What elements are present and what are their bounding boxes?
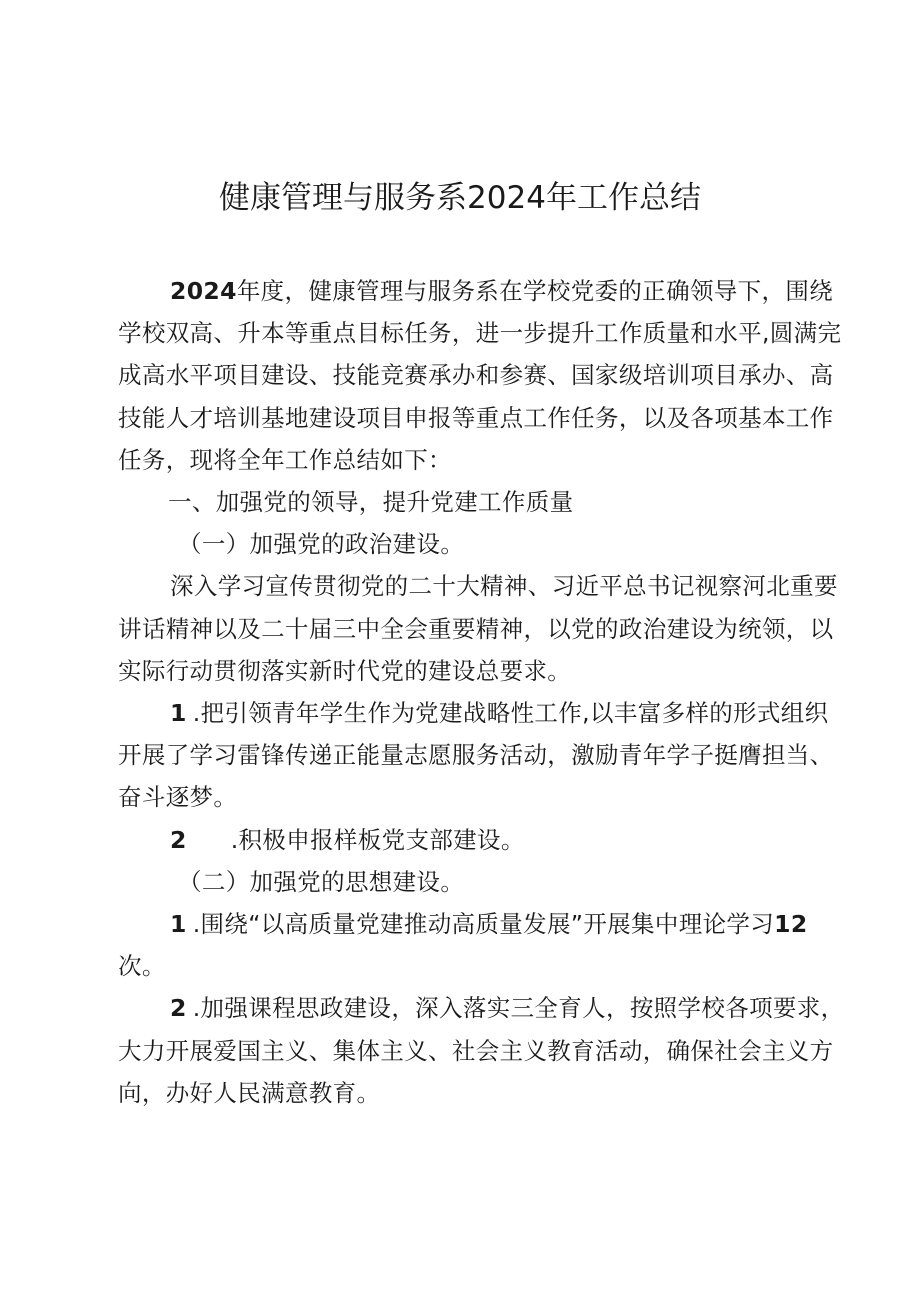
sub2-item-1-number: 1 — [170, 910, 187, 939]
subsection-2-heading — [118, 861, 818, 903]
sub2-item-1 — [118, 903, 818, 987]
document-body — [118, 270, 845, 1114]
section-1-heading-text: 一、加强党的领导，提升党建工作质量 — [168, 488, 574, 517]
subsection-1-paragraph — [118, 565, 838, 692]
sub2-item-1-text-a: .围绕“以高质量党建推动高质量发展”开展集中理论学习 — [192, 910, 775, 939]
sub1-item-1-line-1: .把引领青年学生作为党建战略性工作,以丰富多样的形式组织 — [192, 699, 829, 728]
intro-year: 2024 — [170, 277, 237, 305]
sub1-item-1-line-2: 开展了学习雷锋传递正能量志愿服务活动，激励青年学子挺膺担当、 — [118, 741, 834, 770]
subsection-1-heading — [118, 523, 818, 565]
subsection-2-heading-text: （二）加强党的思想建设。 — [178, 867, 465, 896]
intro-line-3: 成高水平项目建设、技能竞赛承办和参赛、国家级培训项目承办、高 — [118, 361, 834, 390]
sub1-para-line-2: 讲话精神以及二十届三中全会重要精神，以党的政治建设为统领，以 — [118, 614, 834, 643]
sub2-item-2-line-1: .加强课程思政建设，深入落实三全育人，按照学校各项要求， — [192, 994, 845, 1023]
sub1-para-line-1: 深入学习宣传贯彻党的二十大精神、习近平总书记视察河北重要 — [170, 572, 838, 601]
intro-line-4: 技能人才培训基地建设项目申报等重点工作任务，以及各项基本工作 — [118, 403, 834, 432]
sub2-item-2-line-2: 大力开展爱国主义、集体主义、社会主义教育活动，确保社会主义方 — [118, 1036, 834, 1065]
sub2-item-2-number: 2 — [170, 994, 187, 1023]
sub1-item-1-number: 1 — [170, 699, 187, 728]
sub1-item-1 — [118, 692, 834, 819]
subsection-1-heading-text: （一）加强党的政治建设。 — [178, 530, 465, 559]
section-1-heading — [118, 481, 818, 523]
intro-paragraph — [118, 270, 842, 481]
sub2-item-2 — [118, 987, 845, 1114]
sub2-item-1-count: 12 — [774, 910, 808, 939]
intro-line-5: 任务，现将全年工作总结如下： — [118, 445, 452, 474]
sub1-para-line-3: 实际行动贯彻落实新时代党的建设总要求。 — [118, 656, 572, 685]
intro-line-2: 学校双高、升本等重点目标任务，进一步提升工作质量和水平,圆满完 — [118, 319, 842, 348]
sub1-item-2 — [118, 819, 818, 861]
document-title: 健康管理与服务系2024年工作总结 — [219, 180, 701, 216]
sub2-item-1-text-b: 次。 — [118, 952, 166, 981]
sub2-item-2-line-3: 向，办好人民满意教育。 — [118, 1078, 381, 1107]
intro-line-1: 年度，健康管理与服务系在学校党委的正确领导下，围绕 — [236, 277, 834, 305]
sub1-item-2-text: .积极申报样板党支部建设。 — [230, 825, 525, 854]
sub1-item-2-number: 2 — [170, 825, 187, 854]
sub1-item-1-line-3: 奋斗逐梦。 — [118, 783, 238, 812]
